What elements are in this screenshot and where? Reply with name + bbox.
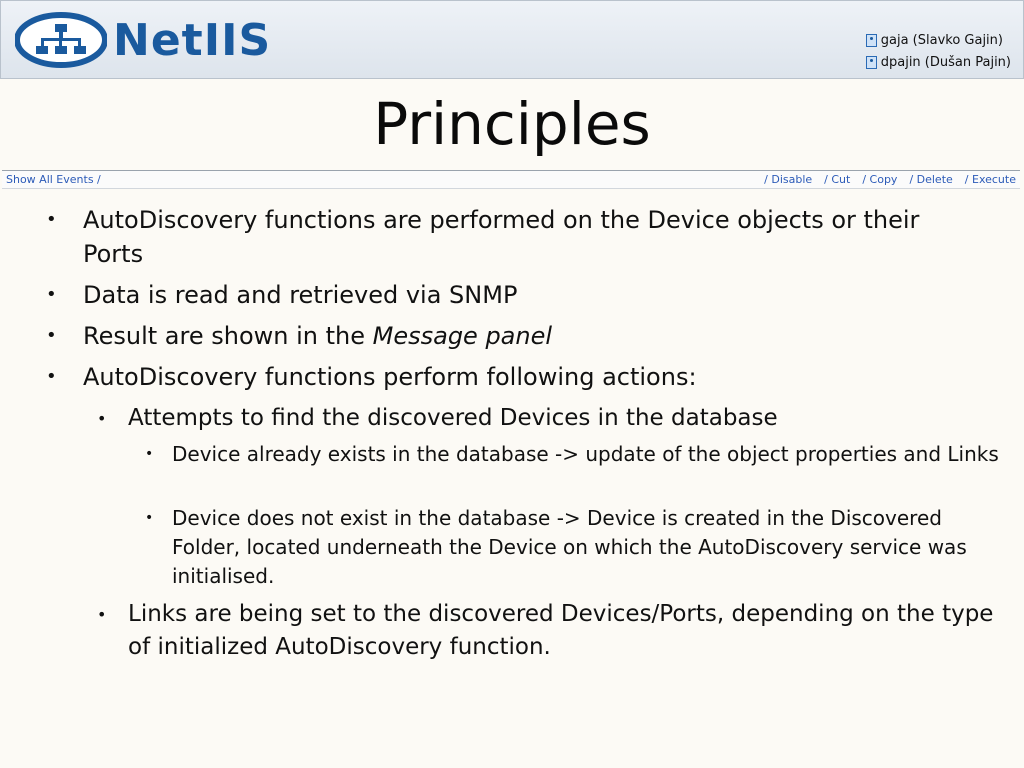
bullet-item [46,360,983,394]
bullet-text: Data is read and retrieved via SNMP [83,281,518,309]
bullet-text: Result are shown in the [83,322,373,350]
bullet-item [46,203,983,271]
slide-title: Principles [373,90,651,158]
bullet-marker: • [46,284,57,305]
bullet-marker: • [145,446,154,462]
bullet-marker: • [145,510,154,526]
sub-sub-bullet-item [145,440,1012,469]
bullet-text: Links are being set to the discovered Devices/Ports, depending on the type of initialized AutoDiscovery function. [128,601,994,660]
bullet-marker: • [46,325,57,346]
message-panel-term: Message panel [372,322,553,350]
bullet-item [46,278,983,312]
copy-link[interactable]: / Copy [862,173,898,186]
cut-link[interactable]: / Cut [824,173,851,186]
bullet-item [46,319,983,353]
bullet-text: Device does not exist in the database -> Device is created in the Discovered Folder, located underneath the Device on which the AutoDiscovery service was initialised. [172,506,967,588]
bullet-marker: • [46,366,57,387]
disable-link[interactable]: / Disable [764,173,813,186]
sub-bullet-item [97,402,998,435]
bullet-text: AutoDiscovery functions perform following actions: [83,363,697,391]
bullet-marker: • [97,409,107,428]
sub-sub-bullet-item [145,504,1012,591]
execute-link[interactable]: / Execute [964,173,1016,186]
delete-link[interactable]: / Delete [909,173,953,186]
show-all-events-link[interactable]: Show All Events / [6,173,101,186]
sub-bullet-item [97,598,998,664]
bullet-text: Attempts to find the discovered Devices in the database [128,405,778,431]
bullet-text: AutoDiscovery functions are performed on the Device objects or their Ports [83,206,920,268]
logo-text: NetIIS [113,14,272,66]
bullet-text: Device already exists in the database -> update of the object properties and Links [172,442,999,466]
user-label: gaja (Slavko Gajin) [880,32,1003,48]
bullet-marker: • [46,209,57,230]
bullet-marker: • [97,605,107,624]
user-label: dpajin (Dušan Pajin) [880,54,1011,70]
